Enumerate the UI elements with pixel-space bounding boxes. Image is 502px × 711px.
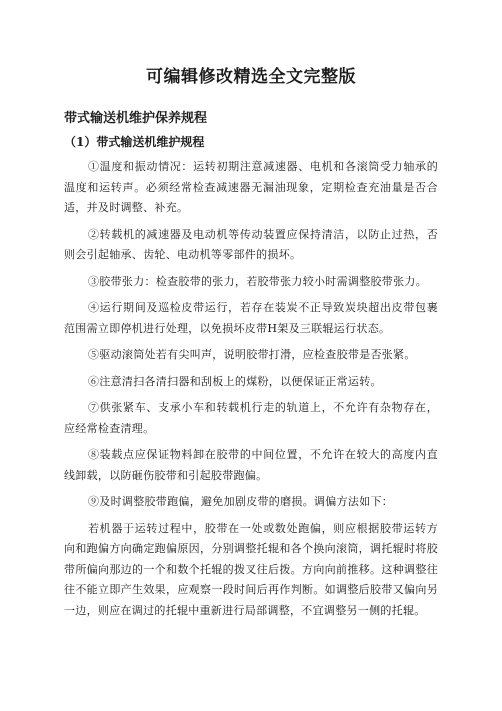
paragraph-2: ②转载机的减速器及电动机等传动装置应保持清洁，以防止过热，否则会引起轴承、齿轮、电动机等零部件的损坏。 (64, 227, 438, 261)
paragraph-6: ⑥注意清扫各清扫器和刮板上的煤粉，以便保证正常运转。 (88, 374, 382, 388)
sub-section-title: （1）带式输送机维护规程 (64, 135, 205, 149)
paragraph-8: ⑧装载点应保证物料卸在胶带的中间位置，不允许在较大的高度内直线卸载，以防砸伤胶带和引起胶带跑偏。 (64, 448, 438, 482)
paragraph-9: ⑨及时调整胶带跑偏，避免加剧皮带的磨损。调偏方法如下： (88, 495, 394, 508)
paragraph-7: ⑦供张紧车、支承小车和转载机行走的轨道上，不允许有杂物存在，应经常检查清理。 (64, 401, 438, 435)
paragraph-5: ⑤驱动滚筒处若有尖叫声，说明胶带打滑，应检查胶带是否张紧。 (88, 348, 416, 361)
paragraph-4: ④运行期间及巡检皮带运行，若存在装炭不正导致炭块超出皮带包裹范围需立即停机进行处理，以免损坏皮带H架及三联辊运行状态。 (64, 301, 438, 335)
section-title: 带式输送机维护保养规程 (64, 111, 208, 126)
paragraph-3: ③胶带张力：检查胶带的张力，若胶带张力较小时需调整胶带张力。 (88, 274, 427, 288)
paragraph-1: ①温度和振动情况：运转初期注意减速器、电机和各滚筒受力轴承的温度和运转声。必须经常检查减速器无漏油现象，定期检查充油量是否合适，并及时调整、补充。 (64, 160, 438, 214)
document-body (64, 157, 438, 627)
document-title: 可编辑修改精选全文完整版 (146, 67, 356, 87)
paragraph-10: 若机器于运转过程中，胶带在一处或数处跑偏，则应根据胶带运转方向和跑偏方向确定跑偏原因，分别调整托辊和各个换向滚筒，调托辊时将胶带所偏向那边的一个和数个托辊的拨叉往后拨。方向向前推移。这种调整往往不能立即产生效果，应观察一段时间后再作判断。如调整后胶带又偏向另一边，则应在调过的托辊中重新进行局部调整，不宜调整另一侧的托辊。 (64, 521, 438, 617)
